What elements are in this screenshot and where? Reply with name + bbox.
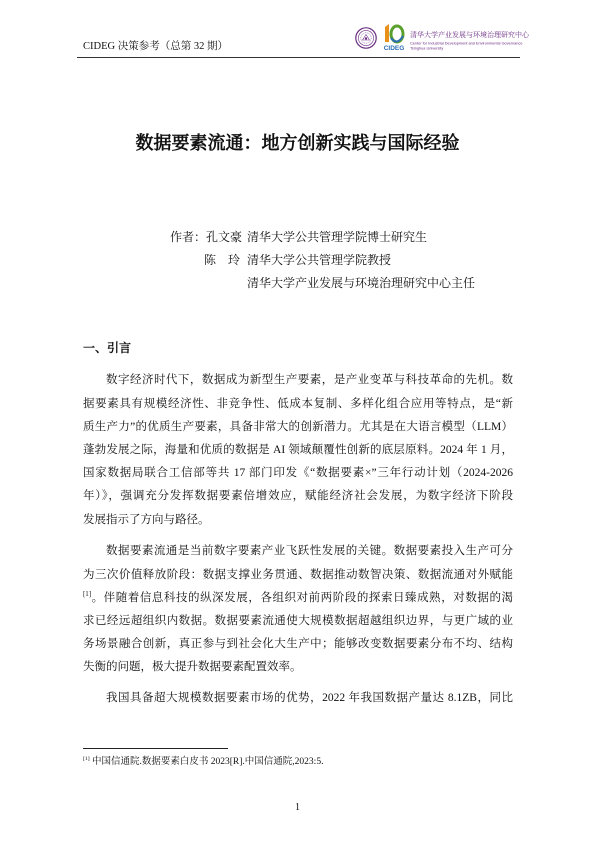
paragraph-line: 数据要素流通是当前数字要素产业飞跃性发展的关键。数据要素投入生产可分 xyxy=(106,545,513,558)
paragraph-line: 求已经远超组织内数据。数据要素流通使大规模数据超越组织边界，与更广域的业 xyxy=(83,614,513,627)
paragraph-line xyxy=(83,587,513,610)
paragraph-line: 国家数据局联合工信部等共 17 部门印发《“数据要素×”三年行动计划（2024-2026 xyxy=(83,467,513,480)
org-name-en: Center for Industrial Development and Environmental Governance xyxy=(410,41,523,46)
paragraph-2 xyxy=(83,540,513,679)
paragraph-line: 数字经济时代下，数据成为新型生产要素，是产业变革与科技革命的先机。数 xyxy=(106,374,513,387)
org-name-cn: 清华大学产业发展与环境治理研究中心 xyxy=(410,32,529,39)
header-divider xyxy=(77,57,520,58)
footnote-text: 中国信通院.数据要素白皮书 2023[R].中国信通院,2023:5. xyxy=(92,757,324,767)
paragraph-line: 我国具备超大规模数据要素市场的优势，2022 年我国数据产量达 8.1ZB，同比 xyxy=(106,692,513,705)
author1-name: 孔文豪 xyxy=(206,230,243,244)
paragraph-line: 发展指示了方向与路径。 xyxy=(83,513,210,526)
section-heading: 一、引言 xyxy=(83,341,132,355)
paragraph-line: 失衡的问题，极大提升数据要素配置效率。 xyxy=(83,661,302,674)
author2-affiliation-2: 清华大学产业发展与环境治理研究中心主任 xyxy=(247,276,476,290)
author2-affiliation: 清华大学公共管理学院教授 xyxy=(247,253,392,267)
document-title: 数据要素流通：地方创新实践与国际经验 xyxy=(135,133,460,153)
paragraph-line: 蓬勃发展之际，海量和优质的数据是 AI 领域颠覆性创新的底层原料。2024 年 1 月， xyxy=(83,443,513,456)
page-number: 1 xyxy=(295,802,300,813)
paragraph-line: 质生产力”的优质生产要素，具备非常大的创新潜力。尤其是在大语言模型（LLM） xyxy=(83,420,513,433)
paragraph-line-text: 。伴随着信息科技的纵深发展，各组织对前两阶段的探索日臻成熟，对数据的渴 xyxy=(91,591,513,604)
paragraph-1 xyxy=(83,369,513,531)
publication-header: CIDEG 决策参考（总第 32 期） xyxy=(83,41,228,52)
paragraph-line: 年）》，强调充分发挥数据要素倍增效应，赋能经济社会发展，为数字经济下阶段 xyxy=(83,490,513,503)
footnote-reference[interactable]: [1] xyxy=(83,590,92,598)
author-label: 作者： xyxy=(170,230,207,244)
author1-affiliation: 清华大学公共管理学院博士研究生 xyxy=(247,230,428,244)
paragraph-3 xyxy=(83,687,513,710)
footnote-marker: [1] xyxy=(83,755,90,762)
author2-name: 陈 玲 xyxy=(204,253,241,267)
paragraph-line: 务场景融合创新，真正参与到社会化大生产中；能够改变数据要素分布不均、结构 xyxy=(83,638,513,651)
footnote-divider xyxy=(83,748,228,749)
org-university-en: Tsinghua University xyxy=(410,46,444,51)
cideg-wordmark: CIDEG xyxy=(383,45,405,52)
footnote xyxy=(83,756,323,768)
cideg-logo-icon xyxy=(380,22,408,52)
paragraph-line: 为三次价值释放阶段：数据支撑业务贯通、数据推动数智决策、数据流通对外赋能 xyxy=(83,568,513,581)
tsinghua-seal-icon xyxy=(355,27,377,49)
paragraph-line: 据要素具有规模经济性、非竞争性、低成本复制、多样化组合应用等特点，是“新 xyxy=(83,397,513,410)
